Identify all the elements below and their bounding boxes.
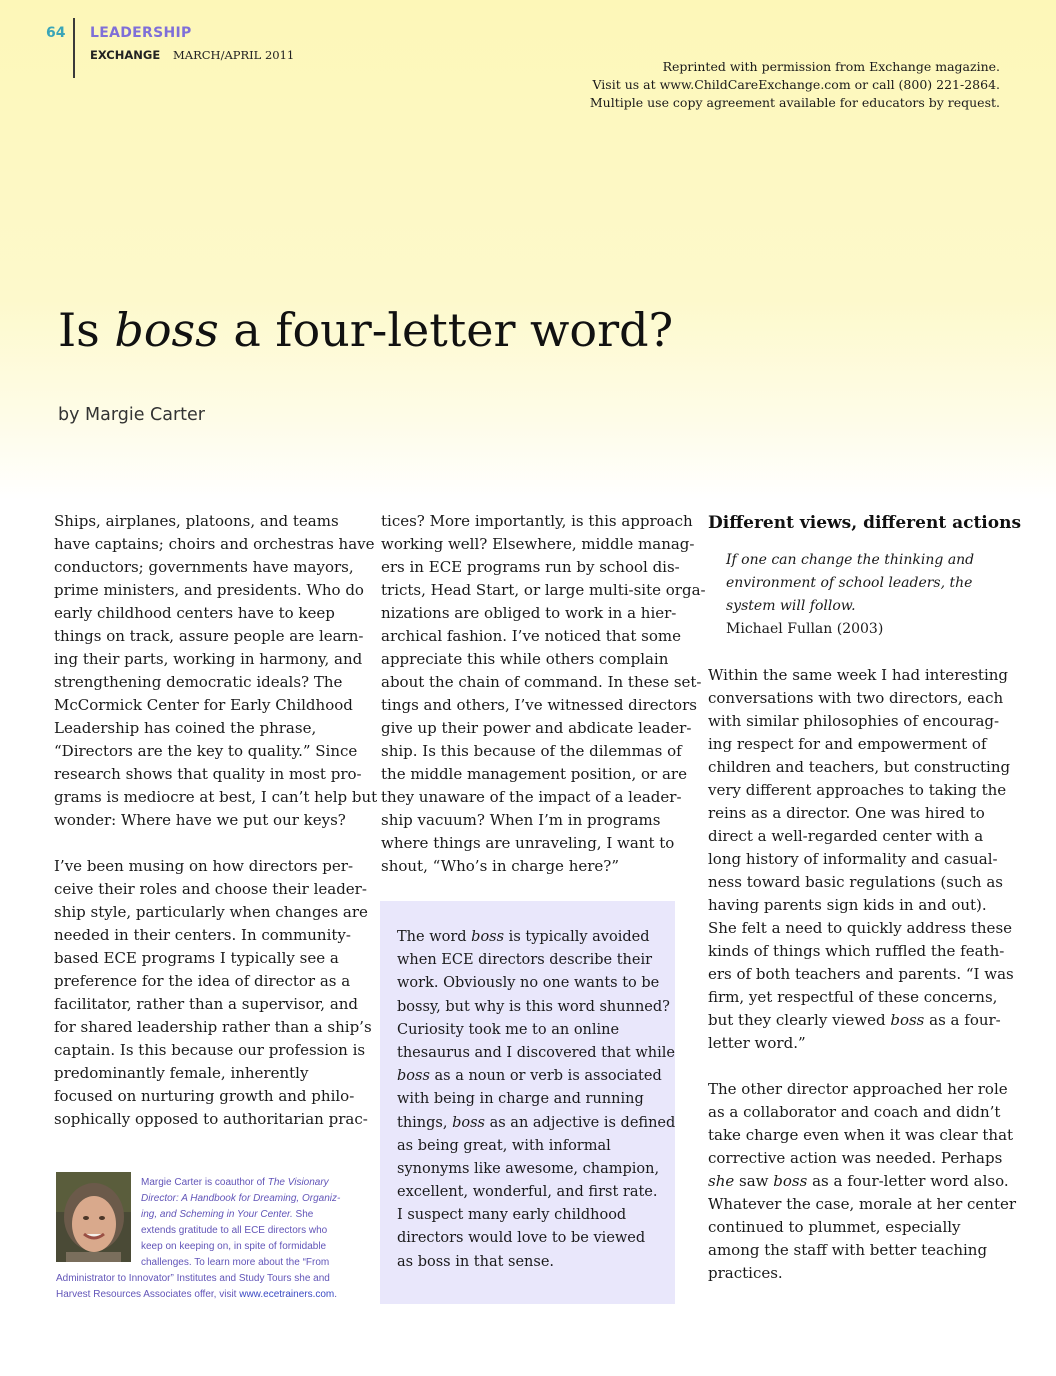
text-line: ness toward basic regulations (such as <box>708 873 1004 891</box>
text-line: strengthening democratic ideals? The <box>54 673 343 691</box>
sidebar-emphasis: boss <box>452 1114 485 1131</box>
text-line: conductors; governments have mayors, <box>54 558 354 576</box>
text-line: sophically opposed to authoritarian prac- <box>54 1110 368 1128</box>
epigraph-quote <box>708 549 998 618</box>
book-title: The Visionary <box>267 1177 329 1188</box>
column-3 <box>708 510 1022 1285</box>
text-line: needed in their centers. In community- <box>54 926 351 944</box>
paragraph <box>54 855 372 1131</box>
text-emphasis: boss <box>890 1011 925 1029</box>
text-line: based ECE programs I typically see a <box>54 949 339 967</box>
sidebar-text: as a noun or verb is associated <box>429 1068 662 1085</box>
book-title: ing, and Scheming in Your Center. <box>141 1209 293 1220</box>
column-1 <box>54 510 378 1131</box>
ecetrainers-link[interactable]: www.ecetrainers.com <box>239 1289 335 1300</box>
sidebar-line <box>397 1112 676 1135</box>
paragraph-line <box>708 1170 1009 1193</box>
title-emphasis: boss <box>114 303 219 357</box>
quote-attribution: Michael Fullan (2003) <box>726 621 884 637</box>
text-line: grams is mediocre at best, I can’t help but <box>54 788 378 806</box>
text-line: wonder: Where have we put our keys? <box>54 811 346 829</box>
text-line: tricts, Head Start, or large multi-site orga- <box>381 581 706 599</box>
bio-text: She <box>292 1209 314 1220</box>
sidebar-emphasis: boss <box>397 1068 430 1085</box>
title-text: a four-letter word? <box>218 303 674 357</box>
text-line: Leadership has coined the phrase, <box>54 719 317 737</box>
text-line: early childhood centers have to keep <box>54 604 335 622</box>
sidebar-text: is typically avoided <box>504 929 650 945</box>
bio-line <box>56 1287 356 1303</box>
paragraph-lines <box>708 664 1014 1009</box>
text-line: environment of school leaders, the <box>726 575 973 591</box>
sidebar-line: as boss in that sense. <box>397 1253 555 1270</box>
sidebar-line: I suspect many early childhood <box>397 1207 627 1224</box>
text-line: The other director approached her role <box>708 1080 1008 1098</box>
sidebar-line: synonyms like awesome, champion, <box>397 1160 660 1177</box>
text-line: Whatever the case, morale at her center <box>708 1195 1017 1213</box>
text-line: Within the same week I had interesting <box>708 666 1009 684</box>
paragraph <box>381 510 706 878</box>
text-line: with similar philosophies of encourag- <box>708 712 1000 730</box>
text-line: ceive their roles and choose their leader- <box>54 880 367 898</box>
sidebar-line <box>397 926 667 949</box>
reprint-notice <box>590 58 1000 112</box>
text-line: as a collaborator and coach and didn’t <box>708 1103 1001 1121</box>
text-line: take charge even when it was clear that <box>708 1126 1014 1144</box>
text-line: research shows that quality in most pro- <box>54 765 362 783</box>
page-number: 64 <box>46 25 66 41</box>
bio-line: extends gratitude to all ECE directors who <box>141 1225 328 1236</box>
text-line: ers of both teachers and parents. “I was <box>708 965 1014 983</box>
bio-line: challenges. To learn more about the “From <box>141 1257 330 1268</box>
text-line: captain. Is this because our profession is <box>54 1041 366 1059</box>
text-line: for shared leadership rather than a ship’s <box>54 1018 372 1036</box>
text-line: having parents sign kids in and out). <box>708 896 987 914</box>
text-line: nizations are obliged to work in a hier- <box>381 604 677 622</box>
text-line: practices. <box>708 1264 783 1282</box>
sidebar-callout <box>380 901 675 1304</box>
text-line: things on track, assure people are learn- <box>54 627 364 645</box>
sidebar-text: as an adjective is defined <box>485 1114 676 1131</box>
paragraph-lines <box>708 1193 1017 1285</box>
text-line: archical fashion. I’ve noticed that some <box>381 627 681 645</box>
sidebar-line: with being in charge and running <box>397 1091 644 1108</box>
text-line: tices? More importantly, is this approach <box>381 512 693 530</box>
paragraph-line: letter word.” <box>708 1034 806 1052</box>
text-line: system will follow. <box>726 598 856 614</box>
sidebar-line: thesaurus and I discovered that while <box>397 1044 675 1061</box>
paragraph <box>54 510 378 832</box>
magazine-name: EXCHANGE <box>90 48 161 62</box>
text-line: where things are unraveling, I want to <box>381 834 675 852</box>
text-line: very different approaches to taking the <box>708 781 1007 799</box>
text-line: long history of informality and casual- <box>708 850 998 868</box>
bio-text: Harvest Resources Associates offer, visit <box>56 1289 240 1300</box>
sidebar-line: bossy, but why is this word shunned? <box>397 998 670 1015</box>
text-line: ers in ECE programs run by school dis- <box>381 558 680 576</box>
text-line: they unaware of the impact of a leader- <box>381 788 682 806</box>
text-line: ship vacuum? When I’m in programs <box>381 811 661 829</box>
reprint-line: Reprinted with permission from Exchange magazine. <box>662 59 1000 74</box>
paragraph <box>708 1078 1017 1285</box>
text-line: Ships, airplanes, platoons, and teams <box>54 512 339 530</box>
text-run: as a four-letter word also. <box>807 1172 1009 1190</box>
bio-line <box>56 1191 356 1207</box>
bio-line <box>56 1175 356 1191</box>
sidebar-text: things, <box>397 1114 453 1131</box>
text-line: the middle management position, or are <box>381 765 687 783</box>
bio-text: . <box>334 1289 338 1300</box>
text-line: ing respect for and empowerment of <box>708 735 987 753</box>
reprint-line: Multiple use copy agreement available for educators by request. <box>589 95 1000 110</box>
text-line: conversations with two directors, each <box>708 689 1004 707</box>
sidebar-line: Curiosity took me to an online <box>397 1021 620 1038</box>
header-divider <box>73 18 75 78</box>
text-emphasis: boss <box>773 1172 808 1190</box>
sidebar-line: excellent, wonderful, and first rate. <box>397 1184 658 1201</box>
text-line: give up their power and abdicate leader- <box>381 719 692 737</box>
paragraph <box>708 664 1014 1055</box>
bio-line: Administrator to Innovator” Institutes and Study Tours she and <box>56 1273 330 1284</box>
text-line: “Directors are the key to quality.” Since <box>54 742 358 760</box>
text-line: She felt a need to quickly address these <box>708 919 1013 937</box>
text-line: corrective action was needed. Perhaps <box>708 1149 1003 1167</box>
text-line: working well? Elsewhere, middle manag- <box>381 535 695 553</box>
text-line: facilitator, rather than a supervisor, and <box>54 995 359 1013</box>
text-run: saw <box>734 1172 774 1190</box>
section-label: LEADERSHIP <box>90 25 192 41</box>
author-bio <box>56 1175 356 1303</box>
text-line: preference for the idea of director as a <box>54 972 351 990</box>
bio-line <box>56 1207 356 1223</box>
text-line: McCormick Center for Early Childhood <box>54 696 353 714</box>
text-line: direct a well-regarded center with a <box>708 827 984 845</box>
text-line: kinds of things which ruffled the feath- <box>708 942 1005 960</box>
title-text: Is <box>58 303 115 357</box>
issue-date: MARCH/APRIL 2011 <box>173 48 295 62</box>
paragraph-line <box>708 1009 1001 1032</box>
text-line: prime ministers, and presidents. Who do <box>54 581 364 599</box>
reprint-line: Visit us at www.ChildCareExchange.com or call (800) 221-2864. <box>592 77 1000 92</box>
text-line: I’ve been musing on how directors per- <box>54 857 354 875</box>
text-line: children and teachers, but constructing <box>708 758 1011 776</box>
text-line: firm, yet respectful of these concerns, <box>708 988 998 1006</box>
byline: by Margie Carter <box>58 405 205 425</box>
column-2 <box>381 510 706 878</box>
bio-line: keep on keeping on, in spite of formidable <box>141 1241 327 1252</box>
text-line: If one can change the thinking and <box>726 552 975 568</box>
text-line: reins as a director. One was hired to <box>708 804 985 822</box>
paragraph-gap <box>708 1055 998 1078</box>
sidebar-line: work. Obviously no one wants to be <box>397 975 660 992</box>
text-line: among the staff with better teaching <box>708 1241 988 1259</box>
sidebar-line: when ECE directors describe their <box>397 952 653 969</box>
text-emphasis: she <box>708 1172 735 1190</box>
text-line: about the chain of command. In these set- <box>381 673 702 691</box>
paragraph-gap <box>54 832 354 855</box>
paragraph-gap <box>708 641 998 664</box>
text-line: shout, “Who’s in charge here?” <box>381 857 619 875</box>
text-line: have captains; choirs and orchestras have <box>54 535 375 553</box>
section-heading: Different views, different actions <box>708 513 1022 533</box>
text-line: ship. Is this because of the dilemmas of <box>381 742 682 760</box>
sidebar-line <box>397 1065 667 1088</box>
text-line: appreciate this while others complain <box>381 650 669 668</box>
text-line: continued to plummet, especially <box>708 1218 961 1236</box>
sidebar-line: as being great, with informal <box>397 1137 611 1154</box>
text-line: tings and others, I’ve witnessed directors <box>381 696 697 714</box>
text-line: ing their parts, working in harmony, and <box>54 650 363 668</box>
text-line: focused on nurturing growth and philo- <box>54 1087 355 1105</box>
paragraph-lines <box>708 1078 1014 1170</box>
sidebar-emphasis: boss <box>471 929 505 945</box>
sidebar-text: The word <box>397 929 472 945</box>
article-title <box>58 303 673 357</box>
text-line: predominantly female, inherently <box>54 1064 309 1082</box>
text-line: ship style, particularly when changes are <box>54 903 368 921</box>
text-run: but they clearly viewed <box>708 1011 891 1029</box>
book-title: Director: A Handbook for Dreaming, Organiz- <box>141 1193 341 1204</box>
sidebar-line: directors would love to be viewed <box>397 1230 646 1247</box>
text-run: as a four- <box>924 1011 1001 1029</box>
bio-text: Margie Carter is coauthor of <box>141 1177 268 1188</box>
